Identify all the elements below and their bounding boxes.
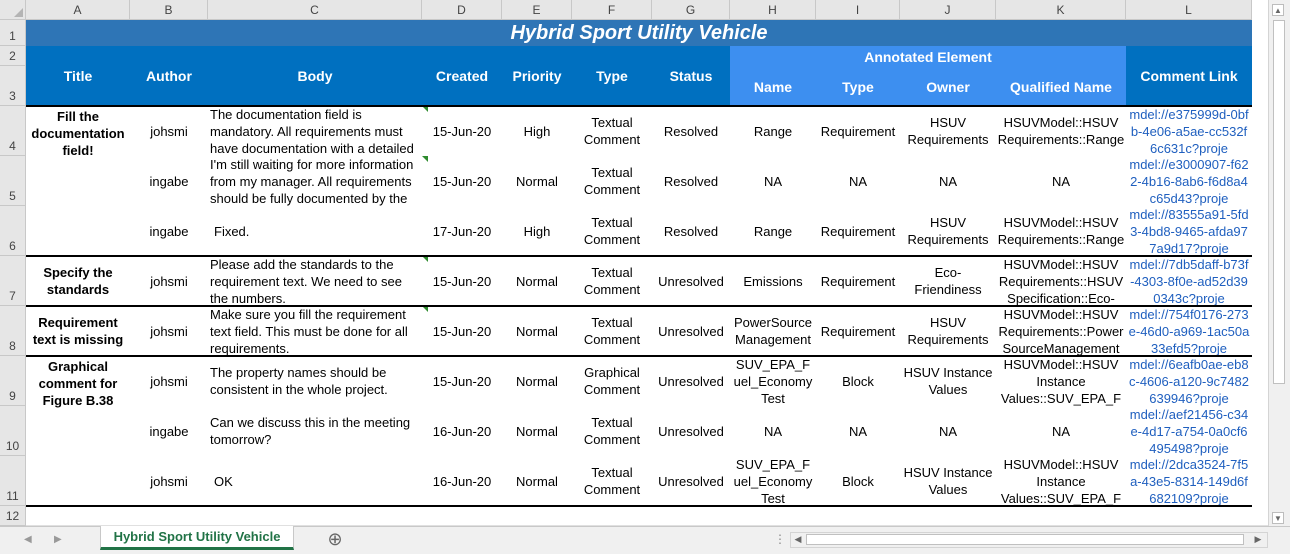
- cell-annotated-type[interactable]: NA: [848, 173, 868, 189]
- cell-body[interactable]: Make sure you fill the requirement text field. This must be done for all requirements.: [210, 306, 408, 356]
- cell-name[interactable]: SUV_EPA_F uel_Economy Test: [733, 356, 813, 406]
- cell-priority[interactable]: High: [523, 123, 551, 139]
- cell-status[interactable]: Unresolved: [658, 423, 724, 439]
- cell-comment-link[interactable]: mdel://7db5daff-b73f-4303-8f0e-ad52d390343c?proje: [1129, 256, 1249, 306]
- group-border: [26, 355, 1252, 357]
- cell-status[interactable]: Unresolved: [658, 373, 724, 389]
- cell-status[interactable]: Unresolved: [658, 473, 724, 489]
- cell-body[interactable]: OK: [214, 473, 233, 489]
- cell-status[interactable]: Unresolved: [658, 273, 724, 289]
- cell-created[interactable]: 15-Jun-20: [432, 273, 492, 289]
- cell-comment-link[interactable]: mdel://aef21456-c34e-4d17-a754-0a0cf6495498?proje: [1129, 406, 1249, 456]
- cell-qualified-name[interactable]: NA: [1051, 423, 1071, 439]
- column-header-c[interactable]: C: [208, 0, 422, 20]
- cell-name[interactable]: Range: [753, 223, 793, 239]
- cell-author[interactable]: johsmi: [150, 323, 188, 339]
- cell-comment-link[interactable]: mdel://83555a91-5fd3-4bd8-9465-afda977a9d17?proje: [1129, 206, 1249, 256]
- cell-priority[interactable]: High: [523, 223, 551, 239]
- cell-qualified-name[interactable]: HSUVModel::HSUV Requirements::Range: [997, 215, 1125, 247]
- tab-splitter-icon[interactable]: ⋮: [774, 532, 786, 546]
- row-header-2[interactable]: 2: [0, 46, 26, 66]
- tab-scroll-right-icon[interactable]: ▶: [54, 534, 62, 545]
- cell-type[interactable]: Textual Comment: [583, 315, 641, 347]
- row-header-8[interactable]: 8: [0, 306, 26, 356]
- group-border: [26, 255, 1252, 257]
- column-header-k[interactable]: K: [996, 0, 1126, 20]
- horizontal-scroll-thumb[interactable]: [806, 534, 1244, 545]
- cell-name[interactable]: Range: [753, 123, 793, 139]
- cell-comment-link[interactable]: mdel://2dca3524-7f5a-43e5-8314-149d6f682109?proje: [1129, 456, 1249, 506]
- cell-owner[interactable]: NA: [938, 423, 958, 439]
- column-header-e[interactable]: E: [502, 0, 572, 20]
- cell-owner[interactable]: HSUV Requirements: [907, 115, 989, 147]
- header-body[interactable]: Body: [297, 67, 333, 84]
- cell-name[interactable]: NA: [763, 423, 783, 439]
- cell-type[interactable]: Textual Comment: [583, 215, 641, 247]
- cell-priority[interactable]: Normal: [516, 373, 558, 389]
- cell-author[interactable]: johsmi: [150, 123, 188, 139]
- cell-annotated-type[interactable]: Requirement: [820, 323, 896, 339]
- cell-created[interactable]: 15-Jun-20: [432, 173, 492, 189]
- cell-name[interactable]: SUV_EPA_F uel_Economy Test: [733, 456, 813, 506]
- cell-body[interactable]: Please add the standards to the requirement text. We need to see the numbers.: [210, 256, 402, 306]
- header-name[interactable]: Name: [753, 78, 793, 95]
- cell-qualified-name[interactable]: HSUVModel::HSUV Requirements::HSUV Specification::Eco-: [998, 256, 1124, 306]
- cell-status[interactable]: Resolved: [663, 173, 719, 189]
- cell-priority[interactable]: Normal: [516, 173, 558, 189]
- header-status[interactable]: Status: [669, 67, 713, 84]
- cell-author[interactable]: ingabe: [149, 173, 189, 189]
- cell-comment-link[interactable]: mdel://6eafb0ae-eb8c-4606-a120-9c7482639946?proje: [1129, 356, 1249, 406]
- cell-annotated-type[interactable]: Requirement: [820, 273, 896, 289]
- cell-body[interactable]: Fixed.: [214, 223, 250, 239]
- cell-status[interactable]: Resolved: [663, 123, 719, 139]
- cell-author[interactable]: johsmi: [150, 473, 188, 489]
- vertical-scroll-thumb[interactable]: [1273, 20, 1285, 384]
- column-header-j[interactable]: J: [900, 0, 996, 20]
- cell-type[interactable]: Textual Comment: [583, 165, 641, 197]
- header-priority[interactable]: Priority: [512, 67, 562, 84]
- select-all-triangle-icon: [14, 8, 23, 17]
- cell-qualified-name[interactable]: HSUVModel::HSUV Requirements::Range: [997, 115, 1125, 147]
- cell-author[interactable]: johsmi: [150, 373, 188, 389]
- column-header-g[interactable]: G: [652, 0, 730, 20]
- cell-annotated-type[interactable]: Block: [842, 373, 874, 389]
- cell-name[interactable]: NA: [763, 173, 783, 189]
- cell-owner[interactable]: HSUV Instance Values: [903, 365, 993, 397]
- cell-annotated-type[interactable]: Requirement: [820, 223, 896, 239]
- cell-qualified-name[interactable]: HSUVModel::HSUV Instance Values::SUV_EPA_F: [1000, 356, 1122, 406]
- cell-type[interactable]: Graphical Comment: [583, 365, 641, 397]
- cell-author[interactable]: ingabe: [149, 423, 189, 439]
- cell-body[interactable]: I'm still waiting for more information from my manager. All requirements should be fully documented by the: [210, 156, 414, 206]
- column-header-d[interactable]: D: [422, 0, 502, 20]
- sheet-tab-active[interactable]: Hybrid Sport Utility Vehicle: [100, 526, 294, 550]
- row-header-7[interactable]: 7: [0, 256, 26, 306]
- column-header-h[interactable]: H: [730, 0, 816, 20]
- cell-status[interactable]: Resolved: [663, 223, 719, 239]
- cell-created[interactable]: 16-Jun-20: [432, 473, 492, 489]
- row-header-9[interactable]: 9: [0, 356, 26, 406]
- cell-owner[interactable]: NA: [938, 173, 958, 189]
- column-header-b[interactable]: B: [130, 0, 208, 20]
- group-border: [26, 105, 1252, 107]
- add-sheet-icon[interactable]: ⊕: [327, 529, 343, 549]
- cell-annotated-type[interactable]: NA: [848, 423, 868, 439]
- header-annotated-type[interactable]: Type: [842, 78, 874, 95]
- cell-created[interactable]: 17-Jun-20: [432, 223, 492, 239]
- cell-annotated-type[interactable]: Block: [842, 473, 874, 489]
- cell-body[interactable]: Can we discuss this in the meeting tomorrow?: [210, 415, 411, 447]
- row-header-3[interactable]: 3: [0, 66, 26, 106]
- row-header-6[interactable]: 6: [0, 206, 26, 256]
- cell-created[interactable]: 15-Jun-20: [432, 373, 492, 389]
- row-header-12[interactable]: 12: [0, 506, 26, 526]
- row-header-10[interactable]: 10: [0, 406, 26, 456]
- cell-body[interactable]: The documentation field is mandatory. All requirements must have documentation with a detailed: [210, 106, 414, 156]
- group-title[interactable]: Requirement text is missing: [32, 315, 124, 347]
- cell-created[interactable]: 15-Jun-20: [432, 323, 492, 339]
- group-title[interactable]: Specify the standards: [43, 265, 113, 297]
- scroll-left-arrow-icon[interactable]: ◀: [794, 534, 802, 544]
- cell-type[interactable]: Textual Comment: [583, 265, 641, 297]
- cell-qualified-name[interactable]: NA: [1051, 173, 1071, 189]
- comment-indicator-icon: [422, 156, 428, 162]
- cell-name[interactable]: PowerSource Management: [733, 315, 813, 347]
- group-border: [26, 305, 1252, 307]
- group-title[interactable]: Graphical comment for Figure B.38: [38, 359, 118, 408]
- cell-owner[interactable]: HSUV Requirements: [907, 215, 989, 247]
- cell-body[interactable]: The property names should be consistent in the whole project.: [210, 365, 388, 397]
- column-header-l[interactable]: L: [1126, 0, 1252, 20]
- cell-owner[interactable]: Eco-Friendiness: [914, 265, 982, 297]
- scroll-right-arrow-icon[interactable]: ▶: [1254, 534, 1262, 544]
- cell-qualified-name[interactable]: HSUVModel::HSUV Instance Values::SUV_EPA_F: [1000, 456, 1122, 506]
- cell-author[interactable]: ingabe: [149, 223, 189, 239]
- cell-comment-link[interactable]: mdel://e3000907-f622-4b16-8ab6-f6d8a4c65d43?proje: [1129, 156, 1249, 206]
- header-title[interactable]: Title: [63, 67, 93, 84]
- row-header-5[interactable]: 5: [0, 156, 26, 206]
- cell-priority[interactable]: Normal: [516, 423, 558, 439]
- header-comment-link[interactable]: Comment Link: [1140, 67, 1238, 84]
- cell-comment-link[interactable]: mdel://754f0176-273e-46d0-a969-1ac50a33efd5?proje: [1128, 306, 1250, 356]
- empty-row-12[interactable]: [26, 506, 1268, 526]
- banner-title[interactable]: Hybrid Sport Utility Vehicle: [26, 20, 1252, 46]
- column-header-i[interactable]: I: [816, 0, 900, 20]
- cell-created[interactable]: 16-Jun-20: [432, 423, 492, 439]
- cell-priority[interactable]: Normal: [516, 273, 558, 289]
- column-header-f[interactable]: F: [572, 0, 652, 20]
- cell-name[interactable]: Emissions: [743, 273, 803, 289]
- cell-author[interactable]: johsmi: [150, 273, 188, 289]
- group-border: [26, 505, 1252, 507]
- cell-annotated-type[interactable]: Requirement: [820, 123, 896, 139]
- cell-created[interactable]: 15-Jun-20: [432, 123, 492, 139]
- header-owner[interactable]: Owner: [926, 78, 970, 95]
- group-title[interactable]: Fill the documentation field!: [31, 109, 125, 158]
- cell-type[interactable]: Textual Comment: [583, 115, 641, 147]
- row-header-4[interactable]: 4: [0, 106, 26, 156]
- cell-comment-link[interactable]: mdel://e375999d-0bfb-4e06-a5ae-cc532f6c631c?proje: [1129, 106, 1249, 156]
- row-header-1[interactable]: 1: [0, 20, 26, 46]
- header-type[interactable]: Type: [596, 67, 628, 84]
- scroll-up-arrow-icon[interactable]: ▲: [1272, 4, 1284, 16]
- cell-type[interactable]: Textual Comment: [583, 415, 641, 447]
- cell-priority[interactable]: Normal: [516, 323, 558, 339]
- row-header-11[interactable]: 11: [0, 456, 26, 506]
- tab-scroll-left-icon[interactable]: ◀: [24, 534, 32, 545]
- header-qualified-name[interactable]: Qualified Name: [1010, 78, 1112, 95]
- scroll-down-arrow-icon[interactable]: ▼: [1272, 512, 1284, 524]
- cell-priority[interactable]: Normal: [516, 473, 558, 489]
- cell-type[interactable]: Textual Comment: [583, 465, 641, 497]
- cell-owner[interactable]: HSUV Instance Values: [903, 465, 993, 497]
- column-header-a[interactable]: A: [26, 0, 130, 20]
- header-author[interactable]: Author: [146, 67, 192, 84]
- cell-qualified-name[interactable]: HSUVModel::HSUV Requirements::Power SourceManagement: [998, 306, 1124, 356]
- header-created[interactable]: Created: [435, 67, 489, 84]
- cell-owner[interactable]: HSUV Requirements: [907, 315, 989, 347]
- header-annotated-element[interactable]: Annotated Element: [864, 48, 992, 65]
- cell-status[interactable]: Unresolved: [658, 323, 724, 339]
